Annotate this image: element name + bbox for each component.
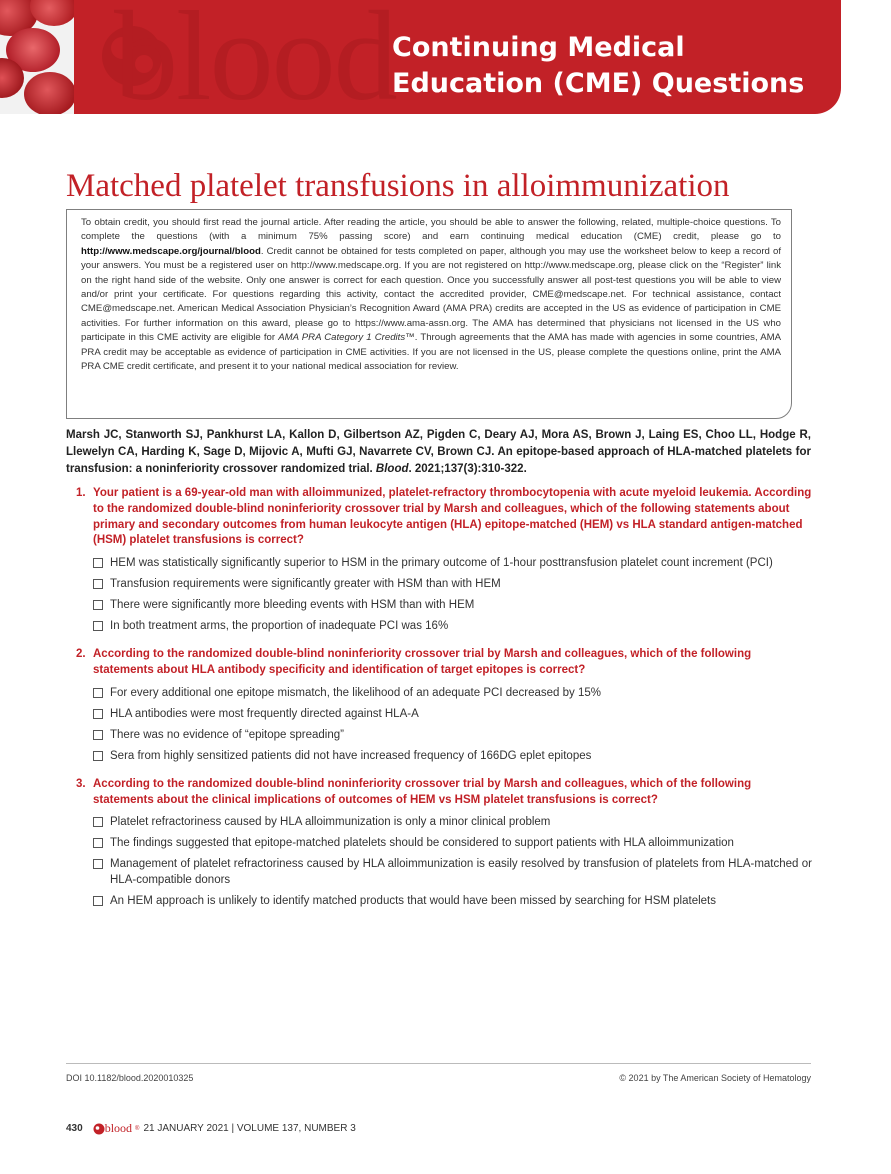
citation-authors: Marsh JC, Stanworth SJ, Pankhurst LA, Kallon D, Gilbertson AZ, Pigden C, Deary AJ, Mora AS, Brown J, Laing ES, Choo LL, Hodge R, Llewelyn CA, Harding K, Sage D, Mijovic A, Mufti GJ, Navarrete CV, Brown CJ. An epitope-based approach of HLA-matched platelets for transfusion: a noninferiority crossover randomized trial. [66,429,811,475]
instructions-part-3: . Through agreements that the AMA has made with agencies in some countries, AMA PRA credit may be acceptable as evidence of participation in CME activities. If you are not licensed in the US, please complete the questions online, print the AMA PRA CME credit certificate, and present it to your national medical association for review. [81,332,781,373]
answer-checkbox[interactable] [93,600,103,610]
answer-option[interactable] [93,597,812,613]
answer-checkbox[interactable] [93,730,103,740]
ama-credits-label: AMA PRA Category 1 Credits™ [278,332,415,344]
issue-info: 21 JANUARY 2021 | VOLUME 137, NUMBER 3 [143,1123,356,1134]
question-3 [76,777,812,910]
answer-option[interactable] [93,835,812,851]
answer-checkbox[interactable] [93,838,103,848]
question-number: 2. [76,648,86,661]
answer-text: Management of platelet refractoriness caused by HLA alloimmunization is easily resolved by transfusion of platelets from HLA-matched or HLA-compatible donors [110,858,812,887]
instructions-part-2: . Credit cannot be obtained for tests completed on paper, although you may use the worksheet below to keep a record of your answers. You must be a registered user on http://www.medscape.org. If you are not registered on http://www.medscape.org, please click on the “Register” link on the right hand side of the website. Only one answer is correct for each question. Once you successfully answer all post-test questions you will be able to view and/or print your certificate. For questions regarding this activity, contact the accredited provider, CME@medscape.net. For technical assistance, contact CME@medscape.net. American Medical Association Physician’s Recognition Award (AMA PRA) credits are accepted in the US as evidence of participation in CME activities. For further information on this award, please go to https://www.ama-assn.org. The AMA has determined that physicians not licensed in the US who participate in this CME activity are eligible for [81,245,781,344]
answer-text: There were significantly more bleeding events with HSM than with HEM [110,599,475,612]
answer-option[interactable] [93,893,812,909]
answer-option[interactable] [93,814,812,830]
answer-option[interactable] [93,685,812,701]
answer-option[interactable] [93,706,812,722]
question-text: According to the randomized double-blind noninferiority crossover trial by Marsh and colleagues, which of the following statements about the clinical implications of outcomes of HEM vs HSM platelet transfusions is correct? [93,777,752,806]
answer-checkbox[interactable] [93,709,103,719]
blood-drop-icon [93,1123,105,1135]
question-stem [76,777,812,809]
answer-text: HEM was statistically significantly superior to HSM in the primary outcome of 1-hour posttransfusion platelet count increment (PCI) [110,557,773,570]
answer-checkbox[interactable] [93,688,103,698]
question-stem [76,486,812,549]
page-number: 430 [66,1123,83,1134]
answer-checkbox[interactable] [93,896,103,906]
citation-journal: Blood [375,463,409,475]
answer-options [93,555,812,634]
cme-questions [76,486,812,922]
answer-text: In both treatment arms, the proportion of inadequate PCI was 16% [110,620,449,633]
footer-divider [66,1063,811,1064]
answer-text: Platelet refractoriness caused by HLA alloimmunization is only a minor clinical problem [110,816,551,829]
red-blood-cells-image [0,0,74,114]
registered-mark: ® [135,1125,140,1132]
answer-options [93,814,812,909]
answer-option[interactable] [93,576,812,592]
answer-checkbox[interactable] [93,859,103,869]
answer-text: There was no evidence of “epitope spreading” [110,728,344,741]
answer-option[interactable] [93,727,812,743]
question-text: Your patient is a 69-year-old man with alloimmunized, platelet-refractory thrombocytopenia with acute myeloid leukemia. According to the randomized double-blind noninferiority crossover trial by Marsh and colleagues, which of the following statements about primary and secondary outcomes from human leukocyte antigen (HLA) epitope-matched (HEM) vs HLA standard antigen-matched (HSM) platelet transfusions is correct? [93,487,812,547]
medscape-journal-link[interactable]: http://www.medscape.org/journal/blood [81,245,261,257]
cme-header-banner [74,0,841,114]
answer-checkbox[interactable] [93,751,103,761]
blood-journal-logo [93,1121,132,1136]
journal-name: blood [104,1121,133,1135]
cme-header-title-line-1: Continuing Medical [392,32,685,63]
blood-watermark: blood [114,0,396,114]
question-number: 1. [76,487,86,499]
answer-checkbox[interactable] [93,579,103,589]
answer-text: The findings suggested that epitope-matched platelets should be considered to support patients with HLA alloimmunization [110,837,734,850]
answer-options [93,685,812,764]
article-citation [66,427,811,478]
answer-text: HLA antibodies were most frequently directed against HLA-A [110,707,419,720]
footer-copyright: © 2021 by The American Society of Hematology [619,1073,811,1083]
answer-checkbox[interactable] [93,817,103,827]
cme-header-title [392,30,804,102]
question-number: 3. [76,777,86,790]
cme-header-title-line-2: Education (CME) Questions [392,68,805,99]
instructions-text [81,216,781,374]
answer-text: Transfusion requirements were significantly greater with HSM than with HEM [110,578,501,591]
answer-option[interactable] [93,555,812,571]
instructions-box [66,209,792,419]
citation-reference: . 2021;137(3):310-322. [408,463,527,475]
question-1 [76,486,812,634]
answer-text: Sera from highly sensitized patients did not have increased frequency of 166DG eplet epitopes [110,749,592,762]
footer-doi: DOI 10.1182/blood.2020010325 [66,1073,194,1083]
answer-option[interactable] [93,856,812,888]
question-text: According to the randomized double-blind noninferiority crossover trial by Marsh and colleagues, which of the following statements about HLA antibody specificity and identification of target epitopes is correct? [93,648,752,676]
answer-text: For every additional one epitope mismatch, the likelihood of an adequate PCI decreased by 15% [110,686,601,699]
question-2 [76,647,812,764]
question-stem [76,647,812,679]
instructions-part-1: To obtain credit, you should first read the journal article. After reading the article, you should be able to answer the following, related, multiple-choice questions. To complete the questions (with a minimum 75% passing score) and earn continuing medical education (CME) credit, please go to [81,217,781,243]
article-title: Matched platelet transfusions in alloimmunization [66,168,730,204]
answer-checkbox[interactable] [93,621,103,631]
answer-text: An HEM approach is unlikely to identify matched products that would have been missed by searching for HSM platelets [110,895,716,908]
answer-checkbox[interactable] [93,558,103,568]
page-footer-bar [66,1121,356,1136]
answer-option[interactable] [93,748,812,764]
answer-option[interactable] [93,618,812,634]
